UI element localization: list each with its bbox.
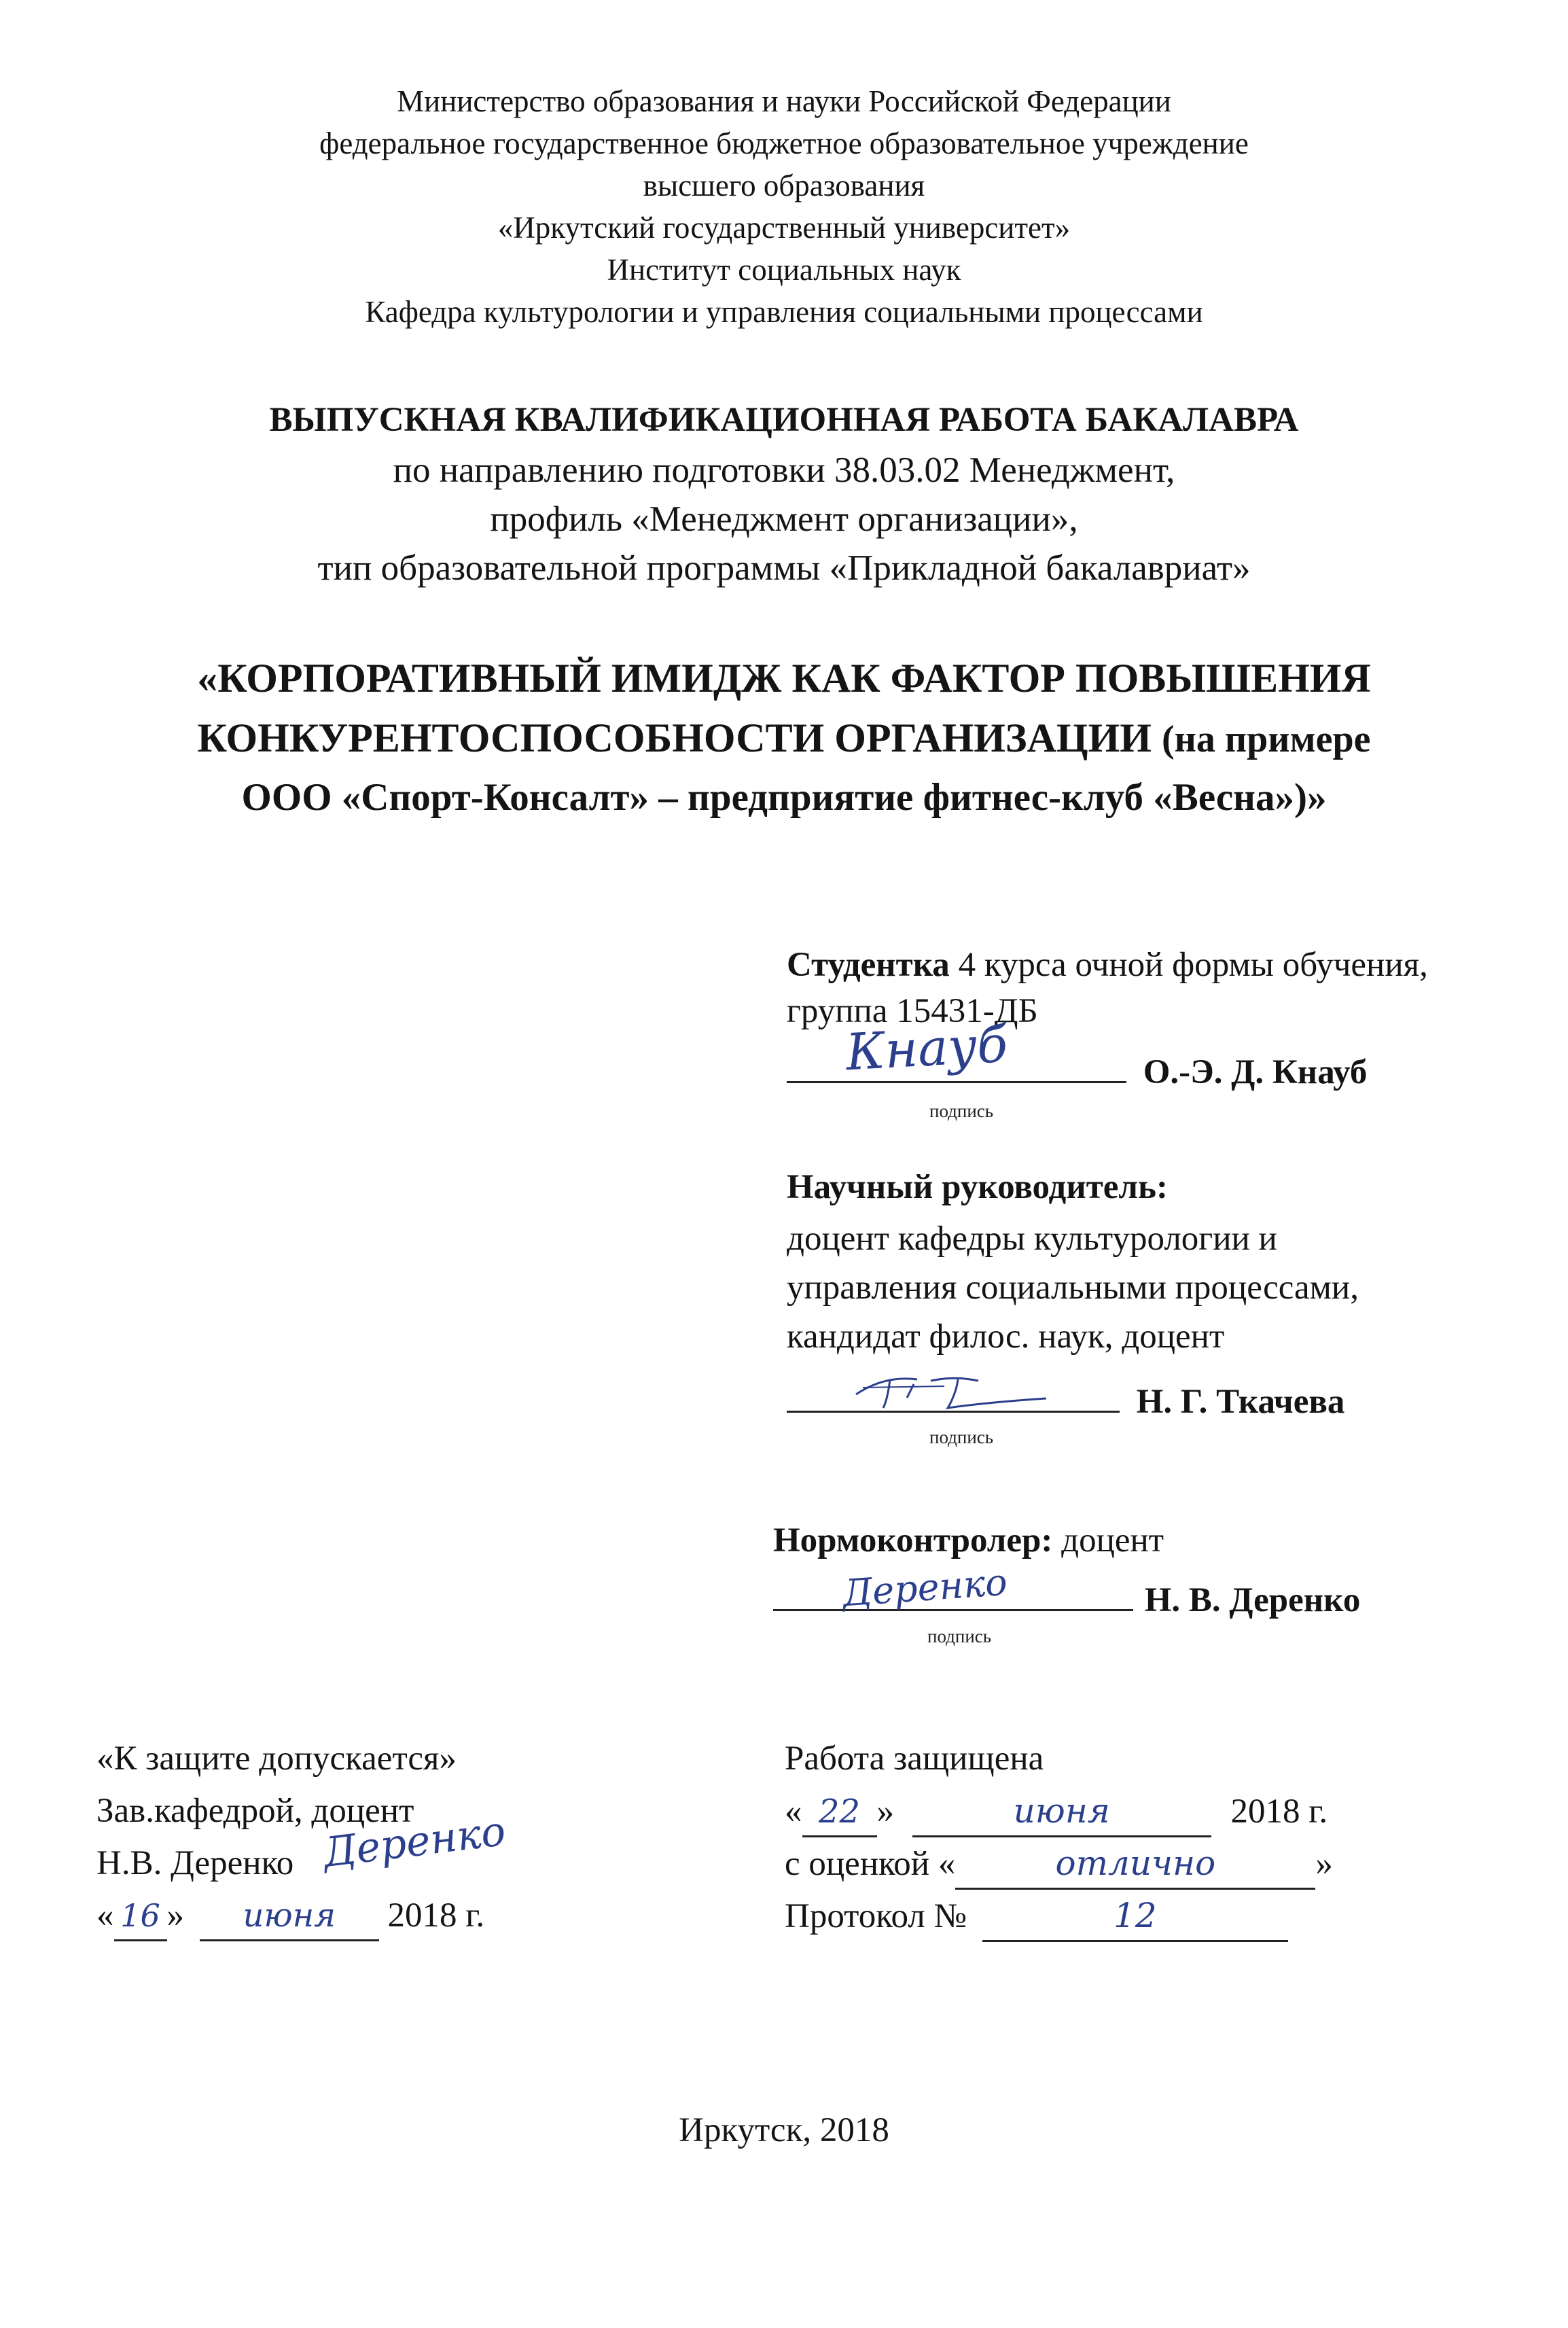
student-group: группа 15431-ДБ bbox=[787, 992, 1038, 1030]
normcontrol-line bbox=[773, 1519, 1164, 1562]
defense-grade-label: с оценкой « bbox=[785, 1845, 956, 1883]
thesis-title-line-3: ООО «Спорт-Консалт» – предприятие фитнес-клуб «Весна»)» bbox=[241, 776, 1327, 819]
admission-day: 16 bbox=[120, 1897, 160, 1934]
defense-grade bbox=[785, 1839, 1333, 1890]
department-name: Кафедра культурологии и управления социальными процессами bbox=[365, 295, 1203, 329]
defense-protocol-label: Протокол № bbox=[785, 1897, 967, 1935]
admission-head-role: Зав.кафедрой, доцент bbox=[96, 1792, 414, 1830]
defense-protocol-field bbox=[982, 1892, 1288, 1942]
supervisor-signature bbox=[849, 1367, 1053, 1415]
admission-date-close-quote: » bbox=[166, 1897, 184, 1935]
defense-date-close-quote: » bbox=[876, 1793, 894, 1831]
ministry-line: Министерство образования и науки Российской Федерации bbox=[397, 84, 1171, 118]
student-name: О.-Э. Д. Кнауб bbox=[1143, 1053, 1368, 1091]
education-level-line: высшего образования bbox=[643, 169, 925, 202]
admission-month: июня bbox=[243, 1897, 336, 1935]
student-label: Студентка bbox=[787, 946, 950, 984]
program-line-3: тип образовательной программы «Прикладной бакалавриат» bbox=[317, 548, 1251, 588]
institute-name: Институт социальных наук bbox=[607, 253, 961, 287]
admission-signature: Деренко bbox=[320, 1807, 508, 1877]
supervisor-label: Научный руководитель: bbox=[787, 1168, 1168, 1206]
supervisor-degree: кандидат филос. наук, доцент bbox=[787, 1318, 1225, 1356]
defense-protocol-number: 12 bbox=[1113, 1896, 1157, 1935]
normcontrol-name: Н. В. Деренко bbox=[1144, 1581, 1361, 1619]
admission-date-open-quote: « bbox=[96, 1897, 114, 1935]
normcontrol-label: Нормоконтролер: bbox=[773, 1521, 1053, 1559]
defense-date bbox=[785, 1787, 1328, 1837]
program-line-1: по направлению подготовки 38.03.02 Менеджмент, bbox=[393, 451, 1175, 490]
thesis-title-line-1: «КОРПОРАТИВНЫЙ ИМИДЖ КАК ФАКТОР ПОВЫШЕНИЯ bbox=[197, 656, 1371, 701]
admission-head-name: Н.В. Деренко bbox=[96, 1844, 294, 1882]
admission-date bbox=[96, 1892, 484, 1941]
admission-year: 2018 г. bbox=[378, 1897, 485, 1935]
thesis-title-line-2 bbox=[0, 709, 1568, 769]
admission-heading: «К защите допускается» bbox=[96, 1740, 457, 1778]
defense-date-open-quote: « bbox=[785, 1793, 802, 1831]
admission-day-field bbox=[114, 1892, 167, 1941]
city-year: Иркутск, 2018 bbox=[679, 2111, 889, 2149]
supervisor-position-1: доцент кафедры культурологии и bbox=[787, 1220, 1277, 1258]
defense-grade-close-quote: » bbox=[1315, 1845, 1333, 1883]
defense-heading: Работа защищена bbox=[785, 1740, 1044, 1778]
defense-year: 2018 г. bbox=[1230, 1793, 1328, 1831]
defense-grade-field bbox=[955, 1839, 1315, 1890]
supervisor-name: Н. Г. Ткачева bbox=[1136, 1383, 1345, 1421]
student-signature: Кнауб bbox=[844, 1015, 1010, 1082]
institution-type-line: федеральное государственное бюджетное образовательное учреждение bbox=[319, 126, 1249, 160]
admission-month-field bbox=[200, 1892, 379, 1941]
defense-month: июня bbox=[1013, 1791, 1110, 1831]
defense-grade-value: отлично bbox=[1055, 1844, 1216, 1883]
defense-day-field bbox=[802, 1788, 877, 1837]
student-signature-caption: подпись bbox=[929, 1101, 994, 1121]
thesis-title-main: КОНКУРЕНТОСПОСОБНОСТИ ОРГАНИЗАЦИИ bbox=[197, 716, 1152, 760]
normcontrol-role: доцент bbox=[1052, 1521, 1164, 1559]
defense-month-field bbox=[912, 1787, 1211, 1837]
normcontrol-signature-caption: подпись bbox=[927, 1626, 992, 1646]
supervisor-position-2: управления социальными процессами, bbox=[787, 1269, 1359, 1307]
university-name: «Иркутский государственный университет» bbox=[497, 211, 1071, 245]
supervisor-signature-caption: подпись bbox=[929, 1427, 994, 1447]
defense-protocol bbox=[785, 1892, 1288, 1942]
normcontrol-signature: Деренко bbox=[841, 1560, 1009, 1615]
student-info-line-1 bbox=[787, 943, 1428, 987]
student-course: 4 курса очной формы обучения, bbox=[949, 946, 1428, 984]
defense-day: 22 bbox=[818, 1793, 861, 1831]
thesis-title-subtitle-start: (на примере bbox=[1161, 718, 1371, 760]
program-line-2: профиль «Менеджмент организации», bbox=[490, 499, 1078, 539]
thesis-type: ВЫПУСКНАЯ КВАЛИФИКАЦИОННАЯ РАБОТА БАКАЛАВРА bbox=[269, 401, 1299, 439]
